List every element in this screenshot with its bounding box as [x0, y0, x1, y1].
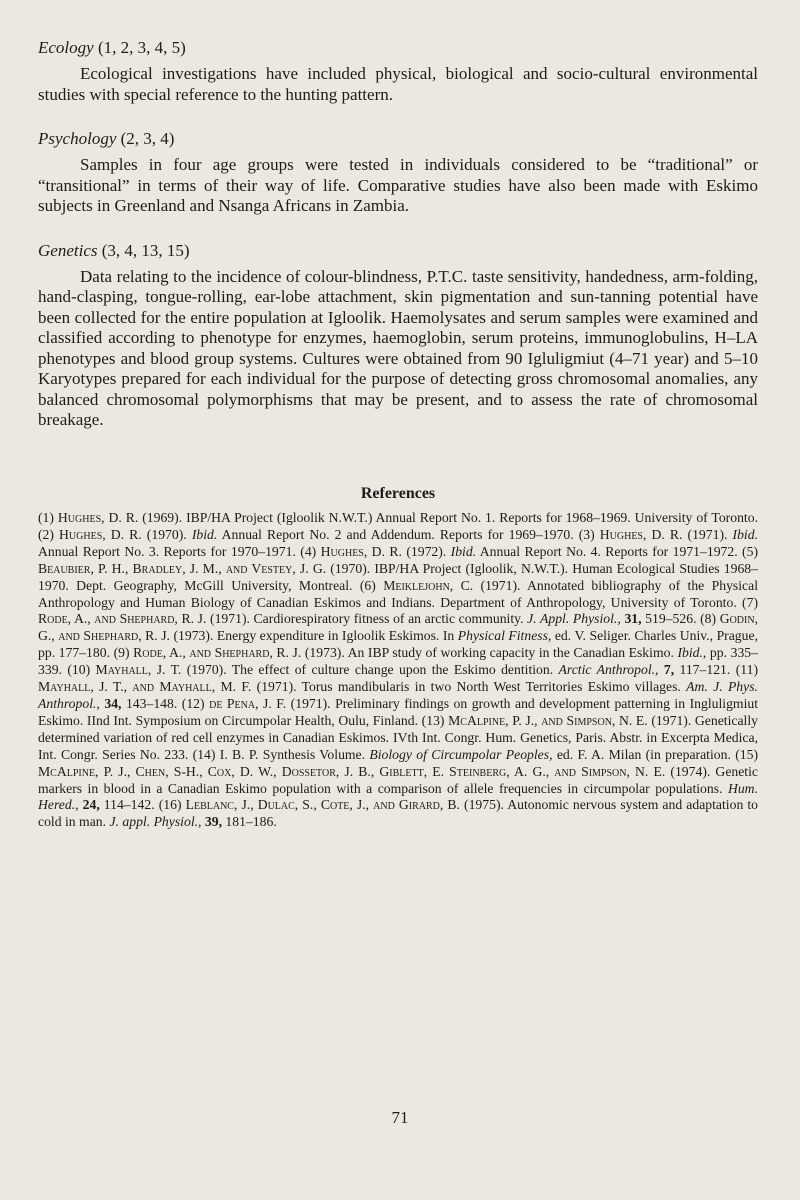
ref-volume: 24,	[82, 797, 100, 813]
ref-italic: Ibid.,	[677, 645, 707, 661]
section-paragraph: Ecological investigations have included physical, biological and socio-cultural environmental studies with special reference to the hunting pattern.	[38, 64, 758, 104]
ref-text: (1971). Annotated bibliography of the Physical Anthropology and Human Biology of Canadian Eskimos and Indians. Department of Anthropology, University of Toronto. (7)	[38, 577, 758, 610]
ref-text: 114–142. (16)	[99, 797, 186, 813]
section-title: Ecology	[38, 38, 94, 57]
ref-author: de Pena, J. F.	[209, 695, 287, 711]
ref-italic: Am. J. Phys. Anthropol.,	[38, 679, 758, 711]
section-genetics	[38, 239, 758, 431]
ref-author: Mayhall, J. T.	[95, 662, 182, 678]
ref-text: (1975). Autonomic nervous system and adaptation to cold in man.	[38, 797, 759, 830]
ref-author: Godin, G., and Shephard, R. J.	[38, 611, 759, 644]
references-heading: References	[360, 485, 436, 502]
ref-text: (1969). IBP/HA Project (Igloolik N.W.T.) Annual Report No. 1. Reports for 1968–1969. University of Toronto. (2)	[38, 510, 758, 542]
ref-author: Mayhall, J. T., and Mayhall, M. F.	[38, 679, 252, 695]
ref-text: (1971). Preliminary findings on growth and development patterning in Ingluligmiut Eskimo. IInd Int. Symposium on Circumpolar Health, Oulu, Finland. (13)	[38, 695, 759, 728]
ref-italic: Hum. Hered.,	[38, 780, 758, 813]
ref-volume: 31,	[624, 611, 642, 627]
references-section	[38, 484, 758, 831]
ref-text: pp. 335–339. (10)	[38, 645, 758, 678]
ref-italic: Physical Fitness,	[457, 628, 552, 644]
ref-text: (1973). Energy expenditure in Igloolik Eskimos. In	[169, 628, 458, 644]
ref-text: (1971). Torus mandibularis in two North West Territories Eskimo villages.	[251, 679, 687, 695]
ref-text: (1970). The effect of culture change upon the Eskimo dentition.	[181, 662, 559, 678]
ref-volume: 34,	[104, 695, 122, 711]
section-refs: (3, 4, 13, 15)	[101, 240, 190, 260]
ref-author: Hughes, D. R.	[59, 526, 142, 542]
ref-text: 143–148. (12)	[121, 695, 210, 711]
ref-text: (1974). Genetic markers in blood in a Canadian Eskimo population with a comparison of allele frequencies in circumpolar populations.	[38, 763, 758, 796]
ref-text: (1970).	[141, 526, 192, 542]
section-paragraph: Samples in four age groups were tested in individuals considered to be “traditional” or “transitional” in terms of their way of life. Comparative studies have also been made with Eskimo subjects in Greenland and Nsanga Africans in Zambia.	[38, 155, 758, 215]
ref-text: 519–526. (8)	[641, 611, 720, 627]
ref-text: (1971). Genetically determined variation of red cell enzymes in Canadian Eskimos. IVth Int. Congr. Hum. Genetics, Paris. Abstr. in Excerpta Medica, Int. Congr. Series No. 233. (14) I. B. P. Synthesis Volume.	[38, 712, 758, 762]
ref-italic: Ibid.	[191, 526, 218, 542]
ref-volume: 39,	[204, 814, 222, 830]
ref-author: Beaubier, P. H., Bradley, J. M., and Vestey, J. G.	[38, 560, 327, 576]
ref-italic: Biology of Circumpolar Peoples,	[369, 746, 553, 762]
references-text	[38, 510, 758, 831]
ref-text: ed. F. A. Milan (in preparation. (15)	[552, 746, 758, 762]
ref-volume: 7,	[663, 662, 675, 678]
ref-text: (1971). Cardiorespiratory fitness of an arctic community.	[206, 611, 528, 627]
ref-text: Annual Report No. 4. Reports for 1971–1972. (5)	[476, 543, 758, 559]
ref-italic: Arctic Anthropol.,	[558, 662, 659, 678]
ref-italic: J. Appl. Physiol.,	[527, 611, 621, 627]
ref-author: Rode, A., and Shephard, R. J.	[133, 645, 302, 661]
ref-text: (1)	[38, 510, 58, 525]
section-heading	[38, 239, 758, 263]
section-paragraph: Data relating to the incidence of colour-blindness, P.T.C. taste sensitivity, handedness, arm-folding, hand-clasping, tongue-rolling, ear-lobe attachment, skin pigmentation and sun-tanning potential have been collected for the entire population at Igloolik. Haemolysates and serum samples were examined and classified according to phenotype for enzymes, haemoglobin, serum proteins, immunoglobulins, H–LA phenotypes and blood group systems. Cultures were obtained from 90 Igluligmiut (4–71 year) and 5–10 Karyotypes prepared for each individual for the purpose of detecting gross chromosomal anomalies, any balanced chromosomal polymorphisms that may be present, and to assess the rate of chromosomal breakage.	[38, 266, 758, 429]
ref-italic: J. appl. Physiol.,	[109, 814, 202, 830]
ref-text: Annual Report No. 2 and Addendum. Reports for 1969–1970. (3)	[217, 526, 600, 542]
ref-author: McAlpine, P. J., and Simpson, N. E.	[448, 712, 648, 728]
ref-text: (1973). An IBP study of working capacity in the Canadian Eskimo.	[301, 645, 678, 661]
section-refs: (1, 2, 3, 4, 5)	[97, 38, 186, 57]
section-heading	[38, 36, 758, 60]
section-refs: (2, 3, 4)	[120, 129, 175, 148]
section-ecology	[38, 36, 758, 105]
ref-author: Leblanc, J., Dulac, S., Cote, J., and Girard, B.	[185, 797, 460, 813]
ref-text: (1971).	[682, 526, 733, 542]
section-title: Psychology	[38, 129, 117, 148]
ref-italic: Ibid.	[732, 526, 759, 542]
ref-author: Hughes, D. R.	[320, 543, 402, 559]
ref-author: McAlpine, P. J., Chen, S-H., Cox, D. W., Dossetor, J. B., Giblett, E. Steinberg, A. G., and Simpson, N. E.	[38, 763, 666, 779]
section-heading	[38, 127, 758, 151]
ref-author: Meiklejohn, C.	[383, 577, 474, 593]
body-text	[38, 36, 758, 453]
ref-text: 117–121. (11)	[674, 662, 759, 678]
ref-author: Hughes, D. R.	[599, 526, 683, 542]
ref-text: ed. V. Seliger. Charles Univ., Prague, pp. 177–180. (9)	[38, 628, 758, 661]
section-title: Genetics	[38, 240, 98, 260]
ref-text: 181–186.	[222, 814, 277, 830]
ref-author: Rode, A., and Shephard, R. J.	[38, 611, 207, 627]
ref-text: (1970). IBP/HA Project (Igloolik, N.W.T.). Human Ecological Studies 1968–1970. Dept. Geography, McGill University, Montreal. (6)	[38, 560, 758, 593]
ref-text: (1972).	[401, 543, 451, 559]
section-psychology	[38, 127, 758, 217]
page-number: 71	[391, 1108, 409, 1127]
ref-author: Hughes, D. R.	[57, 510, 139, 525]
ref-text: Annual Report No. 3. Reports for 1970–1971. (4)	[38, 543, 321, 559]
ref-italic: Ibid.	[450, 543, 477, 559]
